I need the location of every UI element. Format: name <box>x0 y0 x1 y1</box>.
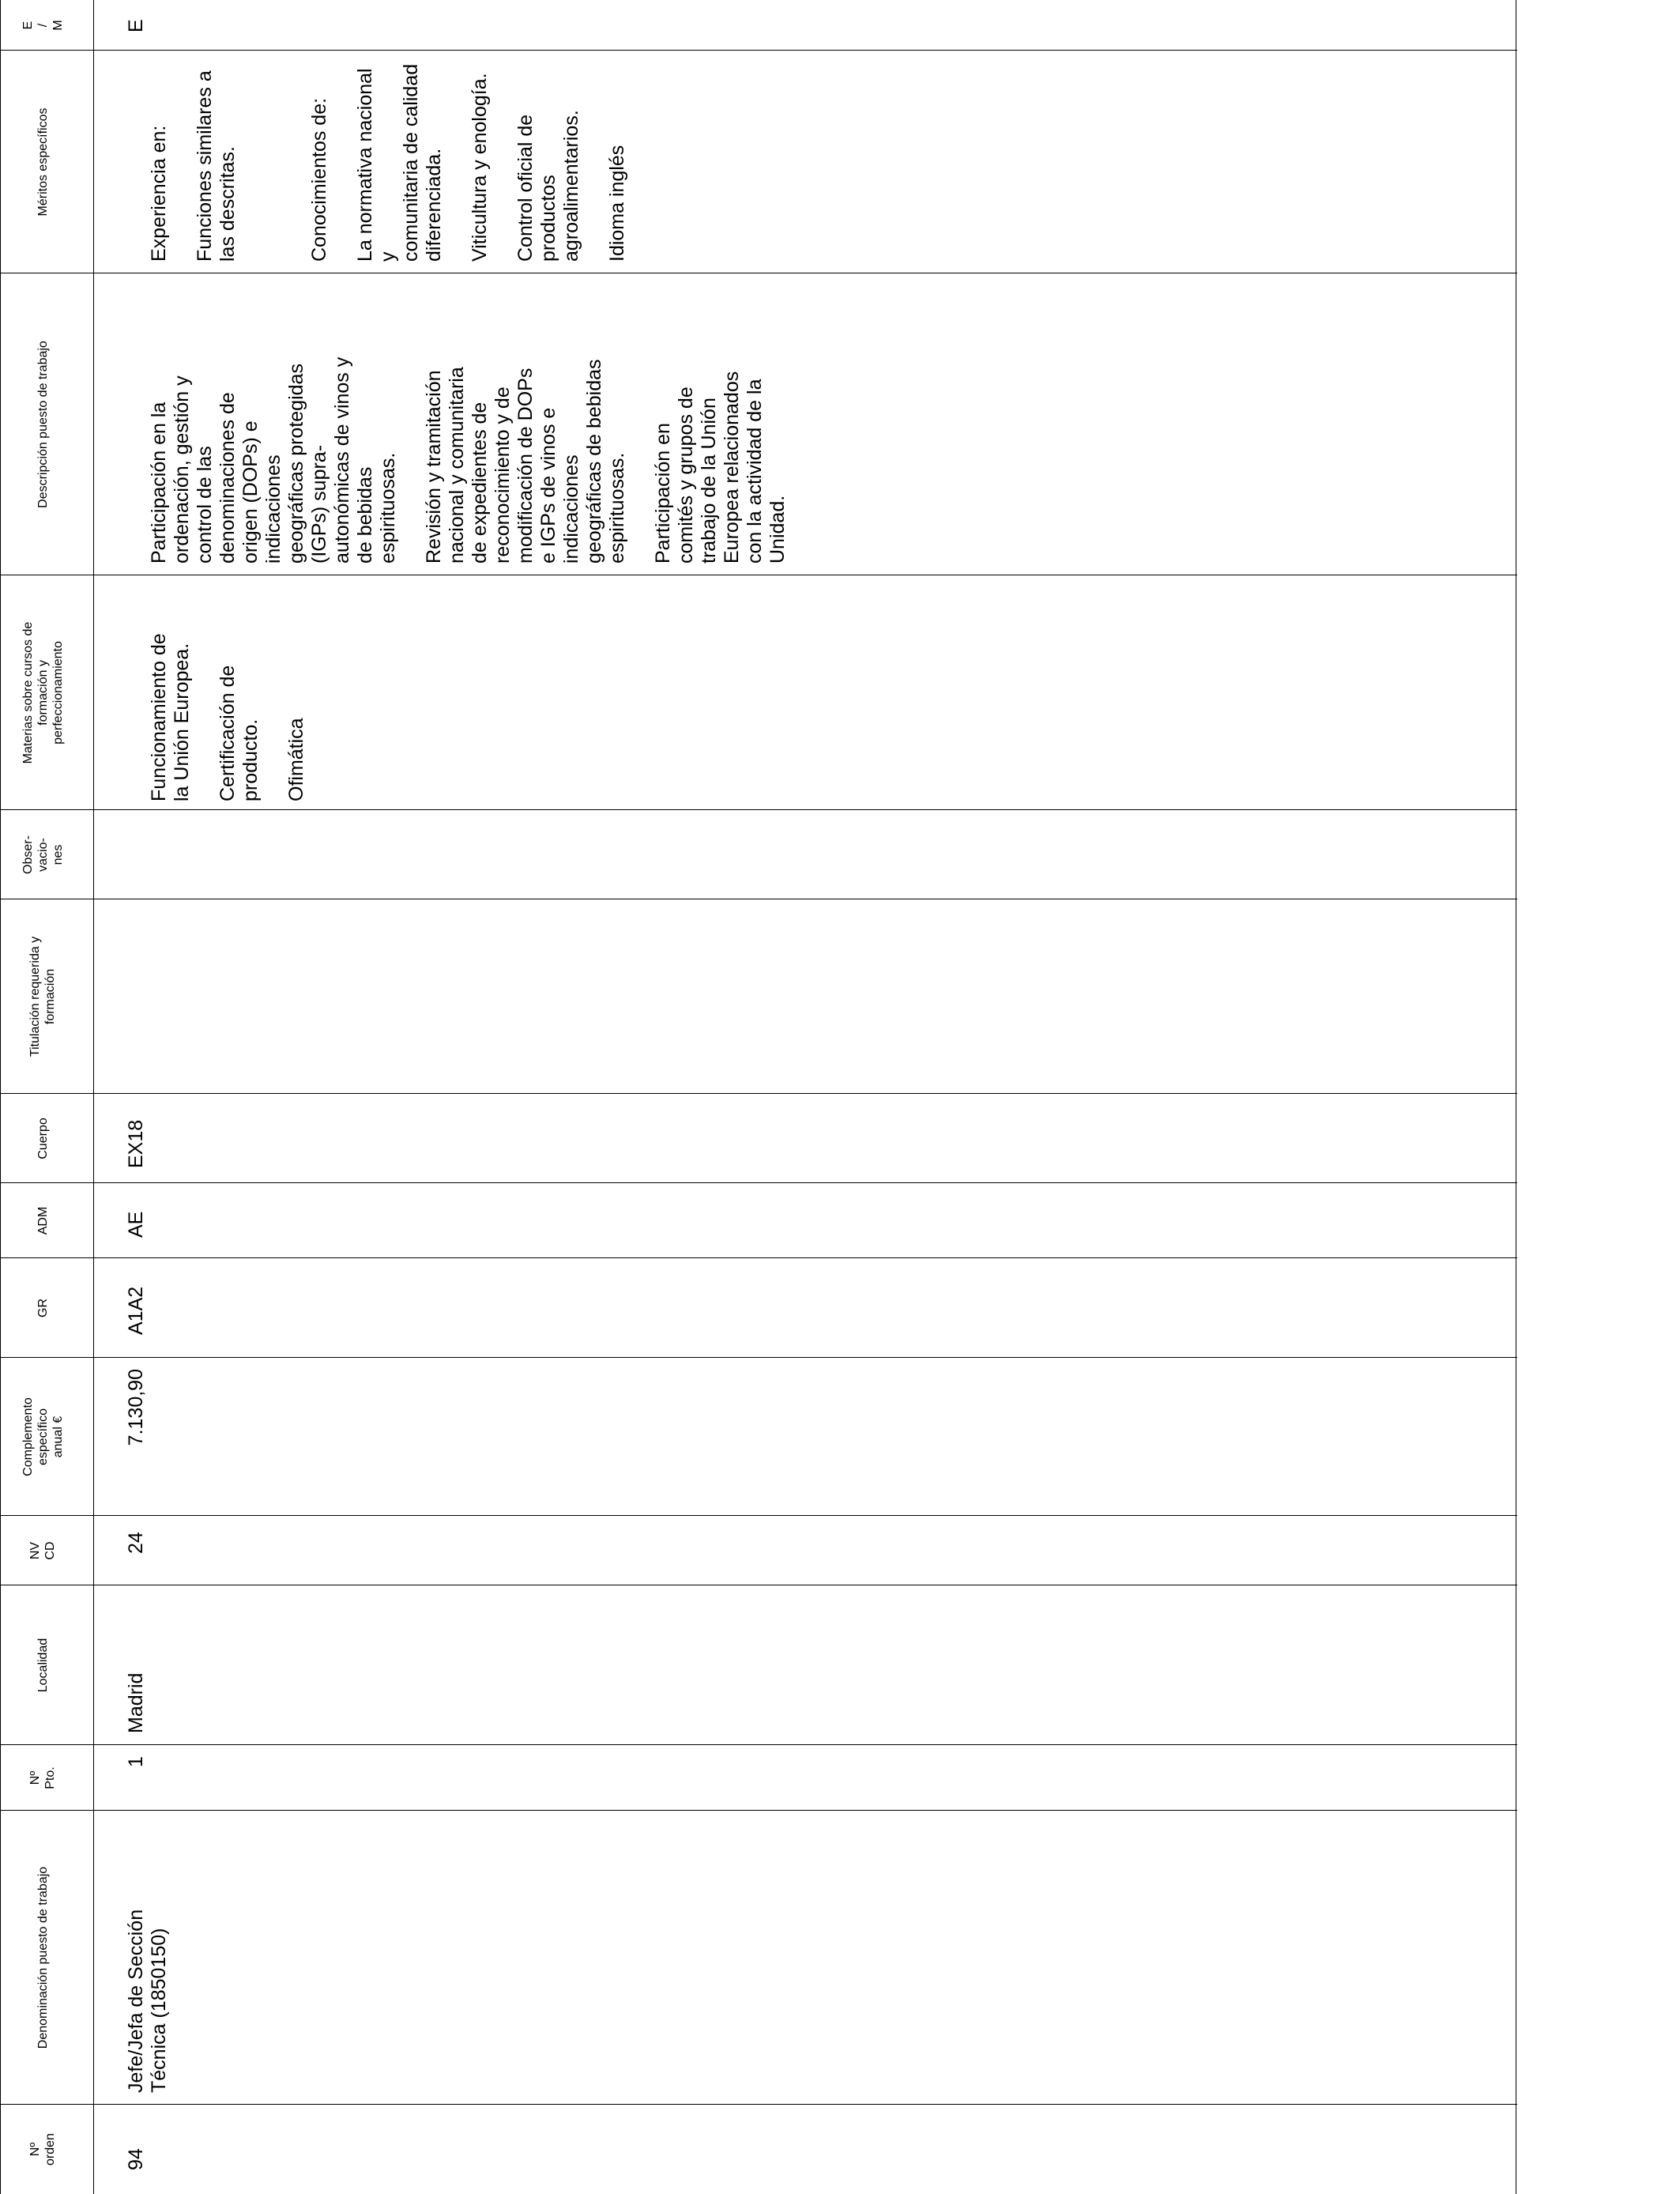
header-observaciones: Obser- vacio- nes <box>21 835 65 874</box>
cell-em: E <box>125 19 147 32</box>
cell-n-pto: 1 <box>125 1756 147 1767</box>
header-localidad: Localidad <box>36 1638 50 1693</box>
header-titulacion: Titulación requerida y formación <box>28 936 57 1057</box>
cell-n-orden: 94 <box>125 2148 147 2170</box>
header-meritos: Méritos específicos <box>36 107 50 217</box>
meritos-item: Idioma inglés <box>606 145 628 262</box>
descripcion-item: Participación en comités y grupos de trabajo de la Unión Europea relacionados con la actividad de la Unidad. <box>652 371 789 564</box>
meritos-spacer <box>262 55 285 262</box>
column-divider <box>0 1515 1517 1516</box>
column-divider <box>0 1257 1517 1258</box>
cell-materias <box>125 579 331 801</box>
header-complemento: Complemento específico anual € <box>21 1397 65 1476</box>
meritos-item: Funciones similares a las descritas. <box>194 70 239 262</box>
materia-item: Funcionamiento de la Unión Europea. <box>148 633 193 801</box>
materia-item: Ofimática <box>285 718 307 801</box>
header-cuerpo: Cuerpo <box>36 1118 50 1159</box>
header-top-rule <box>0 0 1 2194</box>
column-divider <box>0 1357 1517 1358</box>
column-divider <box>0 2104 1517 2105</box>
header-em: E / M <box>21 20 65 31</box>
column-divider <box>0 1810 1517 1811</box>
column-divider <box>0 1744 1517 1745</box>
cell-meritos <box>125 55 652 262</box>
cell-descripcion <box>125 277 812 564</box>
cell-gr: A1A2 <box>125 1286 147 1335</box>
descripcion-item: Participación en la ordenación, gestión y control de las denominaciones de origen (DOPs) e indicaciones geográficas protegidas (IGPs) supra- autonómicas de vinos y de bebidas espirituosas. <box>148 356 399 564</box>
header-n-pto: Nº Pto. <box>28 1766 57 1789</box>
cell-cuerpo: EX18 <box>125 1119 147 1168</box>
meritos-item: Conocimientos de: <box>308 97 330 262</box>
header-bottom-rule <box>93 0 94 2194</box>
header-materias: Materias sobre cursos de formación y perfeccionamiento <box>21 621 65 764</box>
meritos-item: Viticultura y enología. <box>469 73 491 262</box>
cell-nv-cd: 24 <box>125 1532 147 1554</box>
header-n-orden: Nº orden <box>28 2133 57 2166</box>
header-gr: GR <box>36 1299 50 1318</box>
cell-complemento: 7.130,90 <box>125 1369 147 1446</box>
header-descripcion: Descripción puesto de trabajo <box>36 341 50 508</box>
column-divider <box>0 1093 1517 1094</box>
header-denominacion: Denominación puesto de trabajo <box>36 1866 50 2049</box>
descripcion-item: Revisión y tramitación nacional y comunitaria de expedientes de reconocimiento y de modificación de DOPs e IGPs de vinos e indicaciones geográficas de bebidas espirituosas. <box>423 359 628 564</box>
meritos-item: La normativa nacional y comunitaria de calidad diferenciada. <box>354 63 445 262</box>
meritos-item: Experiencia en: <box>148 125 170 262</box>
header-nv-cd: NV CD <box>28 1541 57 1560</box>
meritos-item: Control oficial de productos agroalimentarios. <box>514 110 582 262</box>
column-divider <box>0 809 1517 810</box>
materia-item: Certificación de producto. <box>217 665 262 801</box>
header-adm: ADM <box>36 1206 50 1235</box>
cell-localidad: Madrid <box>125 1672 147 1733</box>
column-divider <box>0 50 1517 51</box>
cell-adm: AE <box>125 1211 147 1238</box>
column-divider <box>0 1182 1517 1183</box>
cell-denominacion: Jefe/Jefa de Sección Técnica (1850150) <box>125 1909 170 2093</box>
